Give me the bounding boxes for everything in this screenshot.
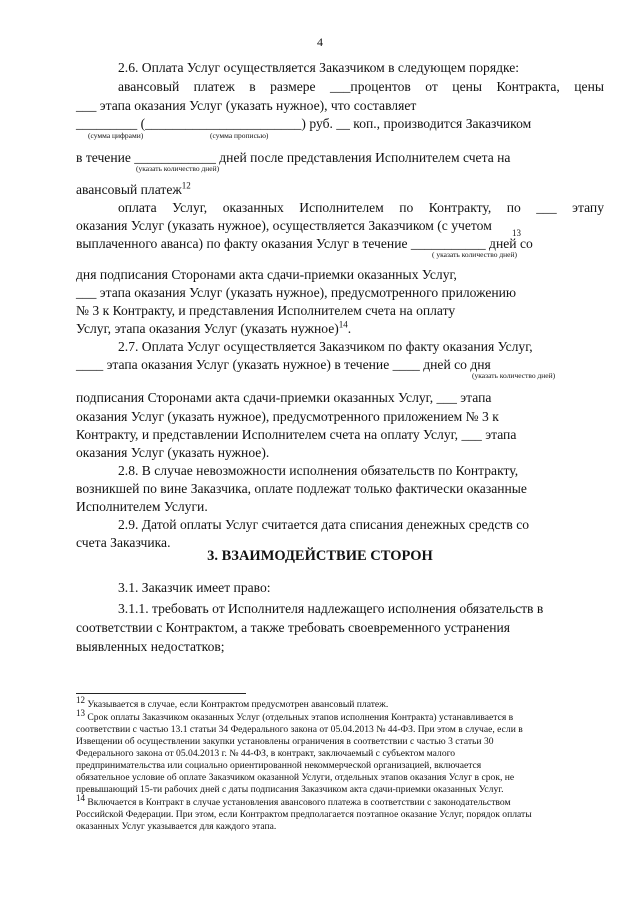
paragraph-2-7-line-1: 2.7. Оплата Услуг осуществляется Заказчиком по факту оказания Услуг, xyxy=(118,339,533,354)
footnote-13-line-2: соответствии с частью 13.1 статьи 34 Федерального закона от 05.04.2013 № 44-ФЗ. При этом в случае, если в xyxy=(76,724,523,735)
page-number: 4 xyxy=(317,35,323,49)
paragraph-2-6-line-6: авансовый платеж$^{12}$ xyxy=(76,180,191,197)
paragraph-2-6-line-3: ___ этапа оказания Услуг (указать нужное), что составляет xyxy=(76,98,417,113)
paragraph-3-1-1-line-1: 3.1.1. требовать от Исполнителя надлежащего исполнения обязательств в xyxy=(118,601,544,616)
paragraph-3-1-1-line-3: выявленных недостатков; xyxy=(76,639,225,654)
amount-digits-caption: (сумма цифрами) xyxy=(88,131,144,140)
footnote-separator xyxy=(76,693,246,694)
paragraph-2-6-line-5: в течение ____________ дней после представления Исполнителем счета на xyxy=(76,150,511,165)
paragraph-2-6-line-12: № 3 к Контракту, и представления Исполнителем счета на оплату xyxy=(76,303,456,318)
footnote-14-line-3: оказанных Услуг указывается для каждого этапа. xyxy=(76,821,277,832)
paragraph-2-6-line-7: оплата Услуг, оказанных Исполнителем по Контракту, по ___ этапу xyxy=(118,200,604,215)
footnote-14-line-2: Российской Федерации. При этом, если Контрактом предполагается поэтапное оказание Услуг, порядок оплаты xyxy=(76,809,532,820)
paragraph-2-6-line-10: дня подписания Сторонами акта сдачи-приемки оказанных Услуг, xyxy=(76,267,457,282)
footnote-ref-12: 12 xyxy=(181,180,191,191)
footnote-13-line-4: Федерального закона от 05.04.2013 г. № 44-ФЗ, в контракт, заключаемый с субъектом малого xyxy=(76,748,456,759)
paragraph-3-1-1-line-2: соответствии с Контрактом, а также требовать своевременного устранения xyxy=(76,620,510,635)
paragraph-2-9-line-1: 2.9. Датой оплаты Услуг считается дата списания денежных средств со xyxy=(118,517,530,532)
paragraph-2-7-line-2: ____ этапа оказания Услуг (указать нужное) в течение ____ дней со дня xyxy=(76,357,491,372)
paragraph-2-6-line-2: авансовый платеж в размере ___процентов от цены Контракта, цены xyxy=(118,79,604,94)
paragraph-2-7-line-4: оказания Услуг (указать нужное), предусмотренного приложением № 3 к xyxy=(76,409,499,424)
paragraph-2-6-line-1: 2.6. Оплата Услуг осуществляется Заказчиком в следующем порядке: xyxy=(118,60,520,75)
paragraph-2-6-line-8: оказания Услуг (указать нужное), осуществляется Заказчиком (с учетом xyxy=(76,218,492,233)
footnote-13-line-7: превышающий 15-ти рабочих дней с даты подписания Заказчиком акта сдачи-приемки оказанных Услуг. xyxy=(76,784,504,795)
days-count-caption-2: ( указать количество дней) xyxy=(432,250,518,259)
footnote-12: 12 Указывается в случае, если Контрактом предусмотрен авансовый платеж. xyxy=(76,694,389,710)
footnote-ref-14: 14 xyxy=(338,319,348,330)
paragraph-2-6-line-13: Услуг, этапа оказания Услуг (указать нужное)$^{14}$. xyxy=(76,319,352,336)
paragraph-2-6-line-4: _________ (_______________________) руб. __ коп., производится Заказчиком xyxy=(76,116,532,131)
paragraph-2-8-line-2: возникшей по вине Заказчика, оплате подлежат только фактически оказанные xyxy=(76,481,527,496)
section-heading: 3. ВЗАИМОДЕЙСТВИЕ СТОРОН xyxy=(207,548,433,564)
paragraph-2-8-line-3: Исполнителем Услуги. xyxy=(76,499,208,514)
paragraph-2-6-line-11: ___ этапа оказания Услуг (указать нужное), предусмотренного приложению xyxy=(76,285,517,300)
days-count-caption-3: (указать количество дней) xyxy=(472,371,556,380)
paragraph-2-7-line-3: подписания Сторонами акта сдачи-приемки оказанных Услуг, ___ этапа xyxy=(76,390,492,405)
footnote-13-line-3: Извещении об осуществлении закупки установлены ограничения в соответствии с частью 3 статьи 30 xyxy=(76,736,494,747)
amount-words-caption: (сумма прописью) xyxy=(210,131,269,140)
days-count-caption-1: (указать количество дней) xyxy=(136,164,220,173)
paragraph-3-1: 3.1. Заказчик имеет право: xyxy=(118,580,271,595)
paragraph-2-8-line-1: 2.8. В случае невозможности исполнения обязательств по Контракту, xyxy=(118,463,519,478)
footnote-14-line-1: 14 Включается в Контракт в случае установления авансового платежа в соответствии с законодательством xyxy=(76,792,511,808)
paragraph-2-9-line-2: счета Заказчика. xyxy=(76,535,171,550)
footnote-13-line-5: предпринимательства или социально ориентированной некоммерческой организацией, включается xyxy=(76,760,482,771)
paragraph-2-7-line-5: Контракту, и представлении Исполнителем счета на оплату Услуг, ___ этапа xyxy=(76,427,517,442)
paragraph-2-6-line-9: выплаченного аванса) по факту оказания Услуг в течение ___________ дней со xyxy=(76,236,533,251)
footnote-13-line-1: 13 Срок оплаты Заказчиком оказанных Услуг (отдельных этапов исполнения Контракта) устанавливается в xyxy=(76,707,514,723)
footnote-ref-13: 13 xyxy=(512,228,521,238)
paragraph-2-7-line-6: оказания Услуг (указать нужное). xyxy=(76,445,270,460)
footnote-13-line-6: обязательное условие об оплате Заказчиком оказанной Услуги, отдельных этапов оказания Услуг в срок, не xyxy=(76,772,515,783)
